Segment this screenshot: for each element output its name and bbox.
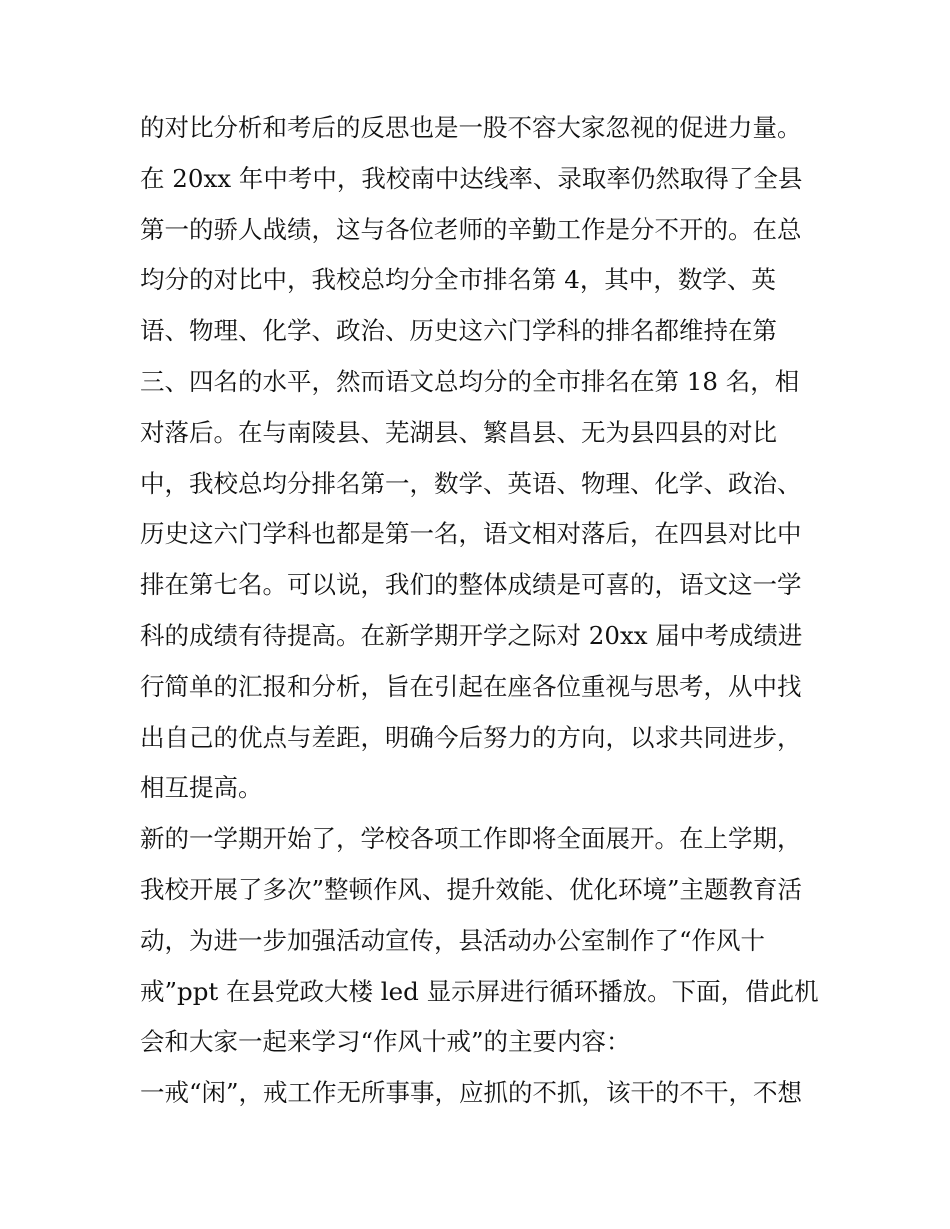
- text-line: 相互提高。: [140, 773, 263, 803]
- text-line: 新的一学期开始了，学校各项工作即将全面展开。在上学期，: [140, 824, 802, 854]
- text-line: 排在第七名。可以说，我们的整体成绩是可喜的，语文这一学: [140, 570, 802, 600]
- text-line: 会和大家一起来学习“作风十戒”的主要内容：: [140, 1027, 631, 1057]
- text-line: 语、物理、化学、政治、历史这六门学科的排名都维持在第: [140, 316, 777, 346]
- text-line: 历史这六门学科也都是第一名，语文相对落后，在四县对比中: [140, 519, 802, 549]
- body-text: [140, 103, 820, 1119]
- text-line: 行简单的汇报和分析，旨在引起在座各位重视与思考，从中找: [140, 671, 802, 701]
- text-line: 在 20xx 年中考中，我校南中达线率、录取率仍然取得了全县: [140, 163, 803, 193]
- text-line: 出自己的优点与差距，明确今后努力的方向，以求共同进步，: [140, 722, 802, 752]
- text-line: 动，为进一步加强活动宣传，县活动办公室制作了“作风十: [140, 925, 766, 955]
- text-line: 我校开展了多次”整顿作风、提升效能、优化环境”主题教育活: [140, 874, 803, 904]
- text-line: 戒”ppt 在县党政大楼 led 显示屏进行循环播放。下面，借此机: [140, 976, 819, 1006]
- text-line: 科的成绩有待提高。在新学期开学之际对 20xx 届中考成绩进: [140, 620, 803, 650]
- text-line: 一戒“闲”，戒工作无所事事，应抓的不抓，该干的不干，不想: [140, 1078, 803, 1108]
- text-line: 第一的骄人战绩，这与各位老师的辛勤工作是分不开的。在总: [140, 214, 802, 244]
- text-line: 三、四名的水平，然而语文总均分的全市排名在第 18 名，相: [140, 366, 800, 396]
- text-line: 中，我校总均分排名第一，数学、英语、物理、化学、政治、: [140, 468, 802, 498]
- text-line: 均分的对比中，我校总均分全市排名第 4，其中，数学、英: [140, 265, 776, 295]
- text-line: 的对比分析和考后的反思也是一股不容大家忽视的促进力量。: [140, 113, 802, 142]
- text-line: 对落后。在与南陵县、芜湖县、繁昌县、无为县四县的对比: [140, 417, 777, 447]
